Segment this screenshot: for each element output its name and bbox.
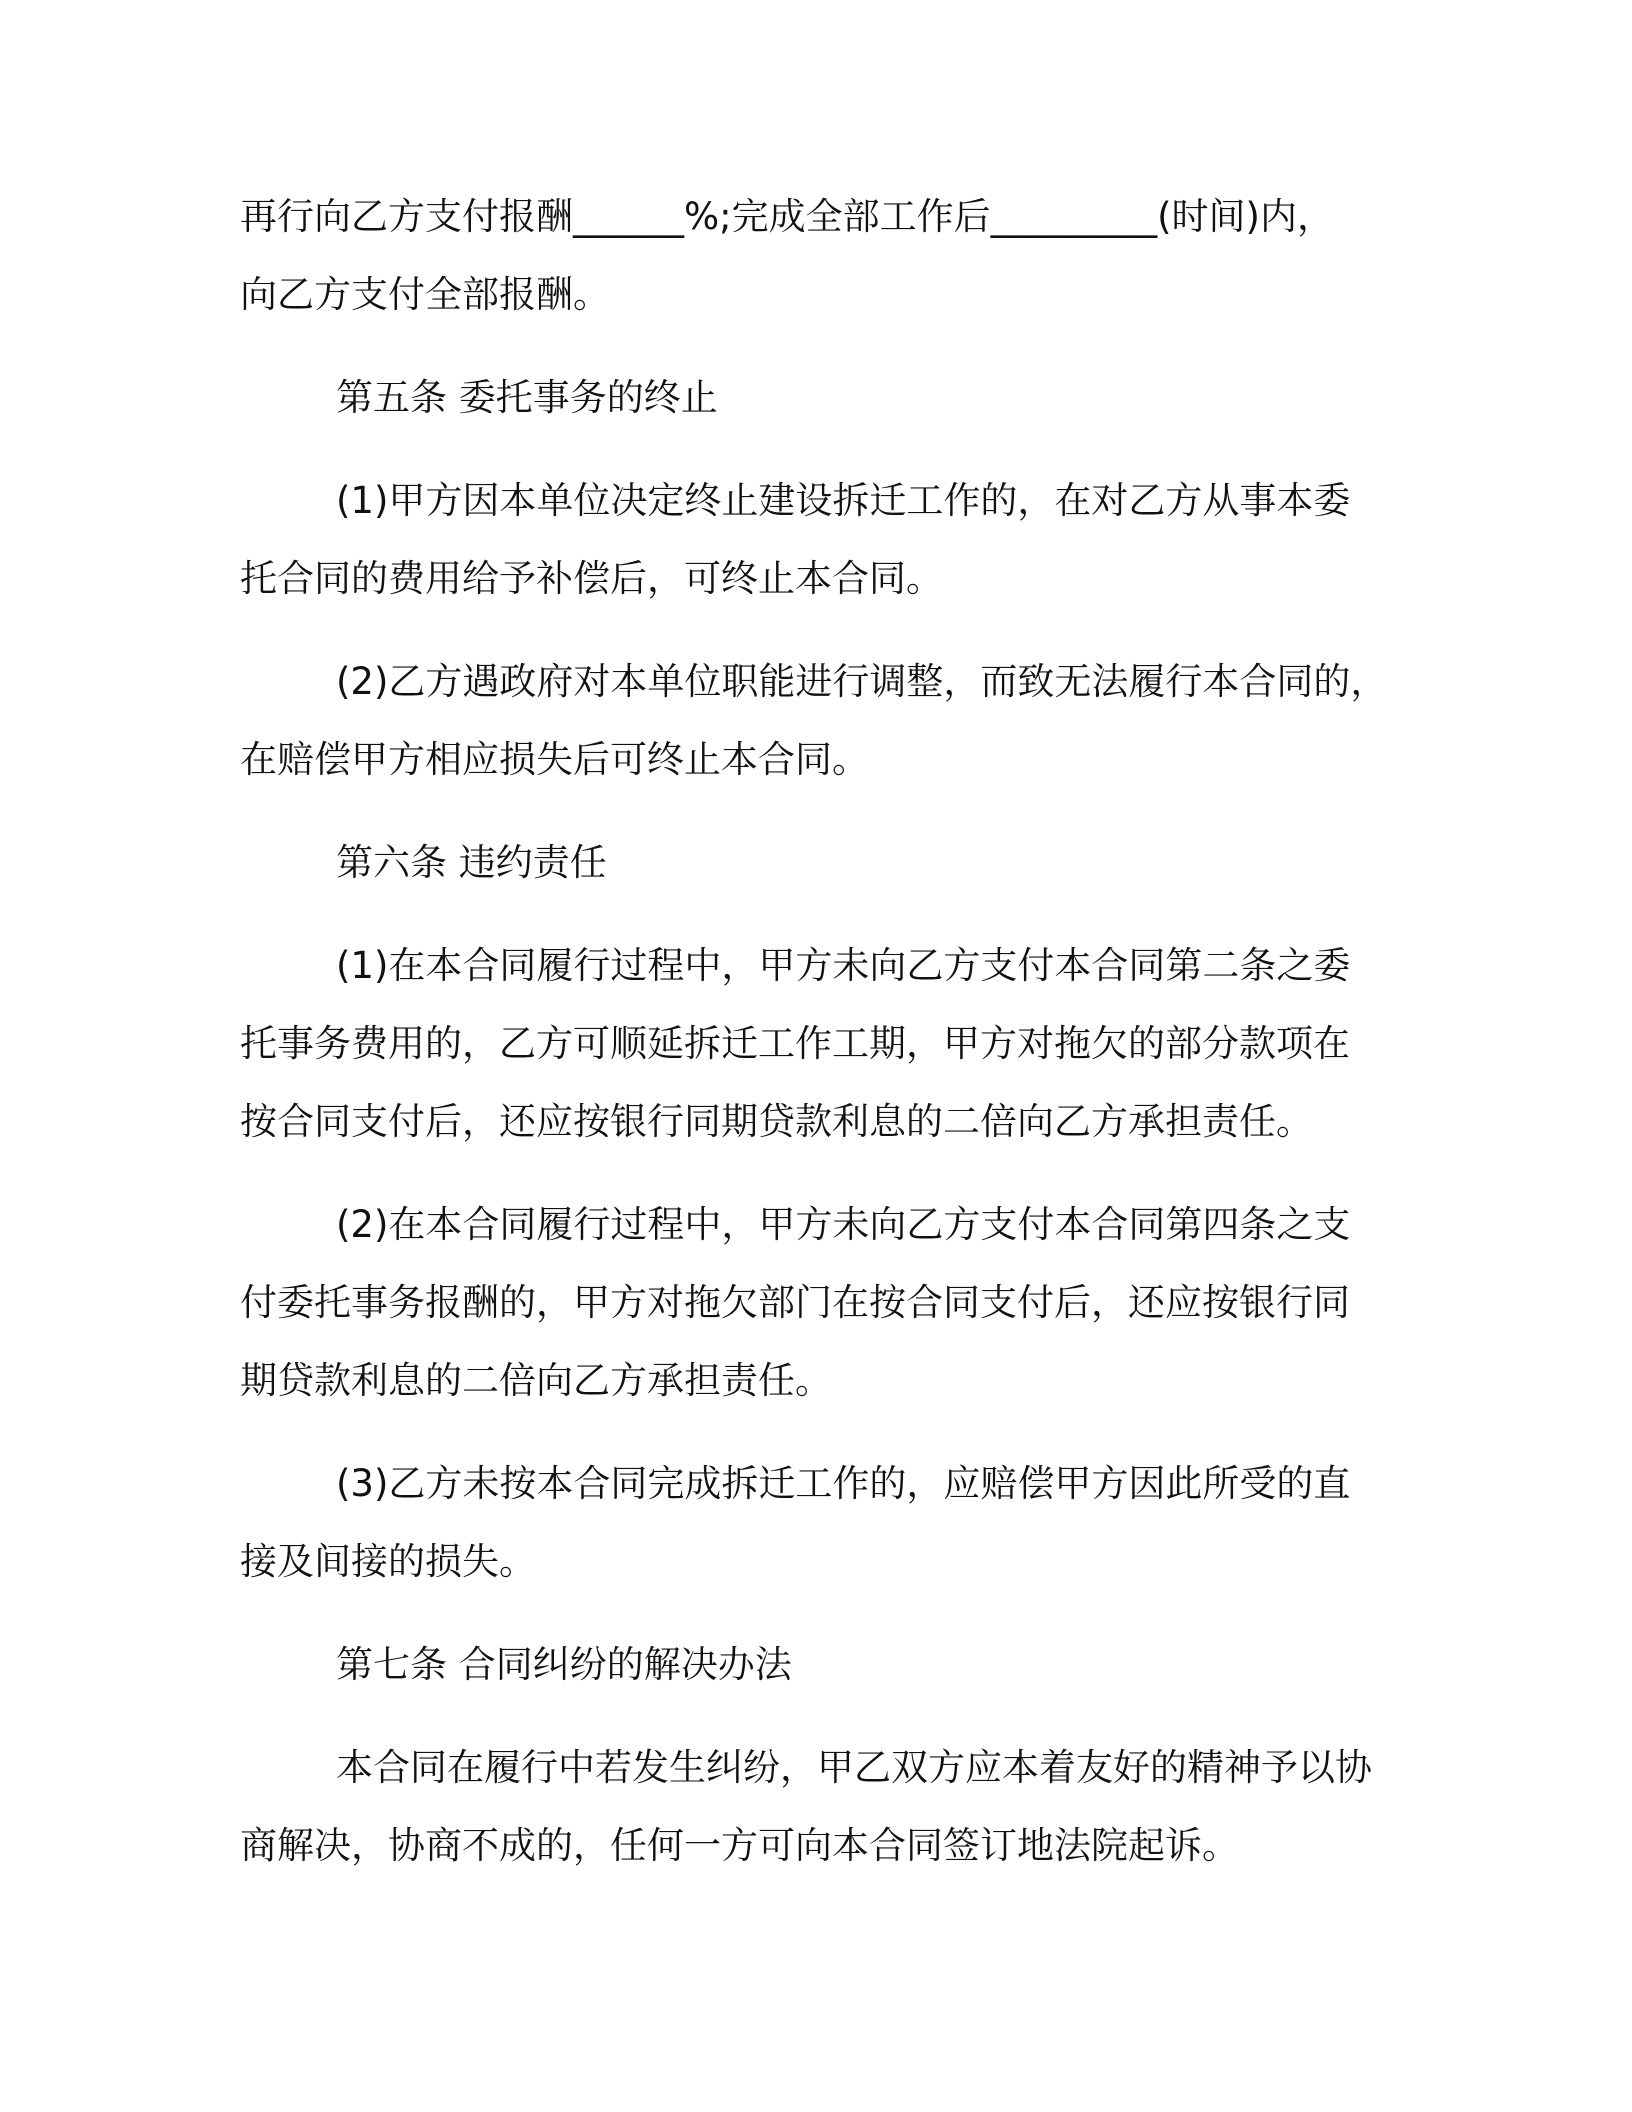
- text-line-19: 商解决，协商不成的，任何一方可向本合同签订地法院起诉。: [240, 1824, 1239, 1867]
- text-line-5: 托合同的费用给予补偿后，可终止本合同。: [240, 557, 943, 600]
- text-line-9: (1)在本合同履行过程中，甲方未向乙方支付本合同第二条之委: [336, 944, 1351, 987]
- section-heading-5: 第五条 委托事务的终止: [336, 376, 718, 419]
- text-line-1: 再行向乙方支付报酬______%;完成全部工作后_________(时间)内，: [240, 195, 1334, 238]
- text-line-4: (1)甲方因本单位决定终止建设拆迁工作的，在对乙方从事本委: [336, 479, 1351, 522]
- text-line-10: 托事务费用的，乙方可顺延拆迁工作工期，甲方对拖欠的部分款项在: [240, 1022, 1350, 1065]
- text-line-2: 向乙方支付全部报酬。: [240, 273, 610, 316]
- text-line-6: (2)乙方遇政府对本单位职能进行调整，而致无法履行本合同的，: [336, 660, 1388, 703]
- text-line-18: 本合同在履行中若发生纠纷，甲乙双方应本着友好的精神予以协: [336, 1746, 1372, 1789]
- text-line-15: (3)乙方未按本合同完成拆迁工作的，应赔偿甲方因此所受的直: [336, 1462, 1351, 1505]
- text-line-12: (2)在本合同履行过程中，甲方未向乙方支付本合同第四条之支: [336, 1203, 1351, 1246]
- text-line-14: 期贷款利息的二倍向乙方承担责任。: [240, 1359, 832, 1402]
- text-line-7: 在赔偿甲方相应损失后可终止本合同。: [240, 738, 869, 781]
- text-line-13: 付委托事务报酬的，甲方对拖欠部门在按合同支付后，还应按银行同: [240, 1281, 1350, 1324]
- section-heading-7: 第七条 合同纠纷的解决办法: [336, 1643, 792, 1686]
- text-line-11: 按合同支付后，还应按银行同期贷款利息的二倍向乙方承担责任。: [240, 1100, 1313, 1143]
- text-line-16: 接及间接的损失。: [240, 1540, 536, 1583]
- section-heading-6: 第六条 违约责任: [336, 841, 607, 884]
